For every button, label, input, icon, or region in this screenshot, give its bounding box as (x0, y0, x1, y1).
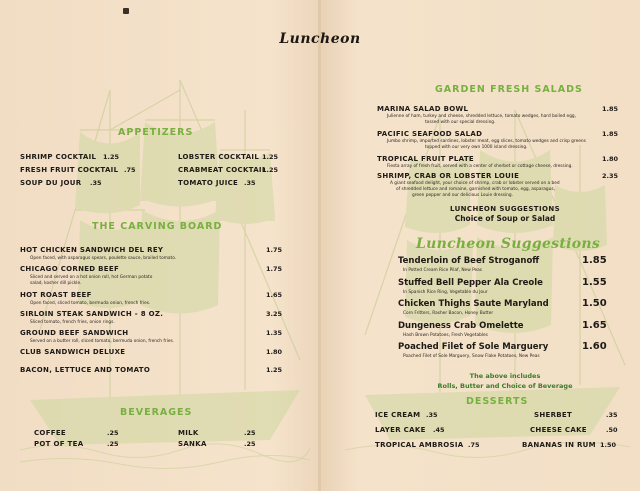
suggestion-price: 1.55 (582, 277, 607, 288)
suggestion-name: Tenderloin of Beef Stroganoff (398, 256, 540, 266)
carving-item-name: CLUB SANDWICH DELUXE (20, 348, 126, 356)
appetizer-price: .75 (124, 166, 136, 174)
beverage-price: .25 (244, 429, 256, 437)
salad-desc: Julienne of ham, turkey and cheese, shredded lettuce, tomato wedges, hard boiled egg, (387, 114, 577, 119)
salad-name: MARINA SALAD BOWL (377, 105, 469, 113)
suggestion-desc: In Spanish Rice Ring, Vegetable du Jour (403, 290, 488, 295)
suggestion-desc: Hash Brown Potatoes, Fresh Vegetables (403, 333, 488, 338)
appetizer-price: 1.25 (262, 153, 279, 161)
carving-item-price: 1.75 (266, 265, 283, 273)
soup-or-salad-note: Choice of Soup or Salad (454, 214, 556, 223)
carving-item-price: 1.25 (266, 366, 283, 374)
carving-board-heading: THE CARVING BOARD (92, 221, 223, 232)
dessert-price: 1.50 (600, 441, 617, 449)
carving-item-desc: Sliced and served on a hot onion roll, hot German potato salad, kosher dill pickle. (30, 275, 153, 286)
salad-desc: topped with our very own 1000 island dressing. (425, 145, 528, 150)
dessert-name: TROPICAL AMBROSIA (375, 441, 464, 449)
appetizer-price: 1.25 (103, 153, 120, 161)
suggestion-desc: In Potted Cream Rice Pilaf, New Peas (403, 268, 483, 273)
carving-item-price: 1.80 (266, 348, 283, 356)
carving-item-name: HOT CHICKEN SANDWICH DEL REY (20, 246, 164, 254)
appetizers-heading: APPETIZERS (118, 127, 194, 138)
suggestion-name: Chicken Thighs Saute Maryland (398, 299, 549, 309)
salad-price: 1.85 (602, 105, 619, 113)
dessert-name: ICE CREAM (375, 411, 421, 419)
luncheon-suggestions-note: LUNCHEON SUGGESTIONS (449, 205, 561, 213)
suggestion-desc: Corn Fritters, Rasher Bacon, Honey Butter (403, 311, 494, 316)
carving-item-desc: Open faced, sliced tomato, bermuda onion, french fries. (30, 301, 151, 306)
includes-detail: Rolls, Butter and Choice of Beverage (437, 382, 573, 390)
appetizer-name: SHRIMP COCKTAIL (20, 153, 97, 161)
salads-heading: GARDEN FRESH SALADS (435, 84, 583, 95)
salad-name: PACIFIC SEAFOOD SALAD (377, 130, 483, 138)
desserts-heading: DESSERTS (466, 396, 529, 407)
carving-item-price: 3.25 (266, 310, 283, 318)
salad-price: 1.80 (602, 155, 619, 163)
salad-name: SHRIMP, CRAB OR LOBSTER LOUIE (377, 172, 520, 180)
salad-desc: Jumbo shrimp, imported sardines, lobster meat, egg slices, tomato wedges and crisp greens (387, 139, 586, 144)
salad-desc: green pepper and our delicious Louie dressing. (412, 193, 513, 198)
dessert-name: LAYER CAKE (375, 426, 426, 434)
beverage-name: SANKA (178, 440, 207, 448)
salad-desc: tossed with our special dressing. (425, 120, 496, 125)
suggestion-name: Stuffed Bell Pepper Ala Creole (398, 278, 543, 288)
appetizer-name: SOUP DU JOUR (20, 179, 82, 187)
binding-staple (123, 8, 129, 14)
beverage-name: POT OF TEA (34, 440, 84, 448)
dessert-price: .75 (468, 441, 480, 449)
suggestion-price: 1.65 (582, 320, 607, 331)
carving-item-name: GROUND BEEF SANDWICH (20, 329, 129, 337)
appetizer-price: 1.25 (262, 166, 279, 174)
suggestion-name: Poached Filet of Sole Marguery (398, 342, 549, 352)
suggestion-price: 1.50 (582, 298, 607, 309)
appetizer-price: .35 (244, 179, 256, 187)
suggestion-desc: Poached Filet of Sole Marguery, Snow Flake Potatoes, New Peas (403, 354, 540, 359)
carving-item-name: BACON, LETTUCE AND TOMATO (20, 366, 151, 374)
carving-item-name: SIRLOIN STEAK SANDWICH - 8 OZ. (20, 310, 164, 318)
beverage-price: .25 (107, 429, 119, 437)
dessert-price: .35 (426, 411, 438, 419)
suggestion-price: 1.60 (582, 341, 607, 352)
salad-name: TROPICAL FRUIT PLATE (377, 155, 474, 163)
dessert-name: CHEESE CAKE (530, 426, 587, 434)
appetizer-name: LOBSTER COCKTAIL (178, 153, 260, 161)
suggestion-name: Dungeness Crab Omelette (398, 321, 524, 331)
salad-price: 1.85 (602, 130, 619, 138)
appetizer-price: .35 (90, 179, 102, 187)
carving-item-desc: Open faced, with asparagus spears, poulette sauce, broiled tomato. (30, 256, 177, 261)
dessert-name: SHERBET (534, 411, 573, 419)
dessert-name: BANANAS IN RUM (522, 441, 596, 449)
beverages-heading: BEVERAGES (120, 407, 193, 418)
dessert-price: .50 (606, 426, 618, 434)
beverage-price: .25 (107, 440, 119, 448)
beverage-price: .25 (244, 440, 256, 448)
salad-desc: A giant seafood delight, your choice of shrimp, crab or lobster served on a bed (390, 181, 560, 186)
appetizer-name: CRABMEAT COCKTAIL (178, 166, 267, 174)
beverage-name: COFFEE (34, 429, 67, 437)
dessert-price: .45 (433, 426, 445, 434)
carving-item-name: HOT ROAST BEEF (20, 291, 92, 299)
salad-desc: of shredded lettuce and romaine, garnished with tomato, egg, asparagus, (396, 187, 555, 192)
salad-price: 2.35 (602, 172, 619, 180)
carving-item-price: 1.75 (266, 246, 283, 254)
luncheon-suggestions-heading: Luncheon Suggestions (416, 236, 601, 252)
beverage-name: MILK (178, 429, 199, 437)
suggestion-price: 1.85 (582, 255, 607, 266)
dessert-price: .35 (606, 411, 618, 419)
menu-title: Luncheon (279, 31, 361, 47)
carving-item-name: CHICAGO CORNED BEEF (20, 265, 120, 273)
page-fold (318, 0, 321, 491)
appetizer-name: FRESH FRUIT COCKTAIL (20, 166, 119, 174)
carving-item-desc: Served on a butter roll, sliced tomato, bermuda onion, french fries. (30, 339, 175, 344)
appetizer-name: TOMATO JUICE (178, 179, 239, 187)
includes-note: The above includes (469, 372, 541, 380)
carving-item-desc: Sliced tomato, french fries, onion rings. (30, 320, 115, 325)
carving-item-price: 1.35 (266, 329, 283, 337)
carving-item-price: 1.65 (266, 291, 283, 299)
salad-desc: Fiesta array of fresh fruit, served with a center of sherbet or cottage cheese, dressing. (387, 164, 573, 169)
